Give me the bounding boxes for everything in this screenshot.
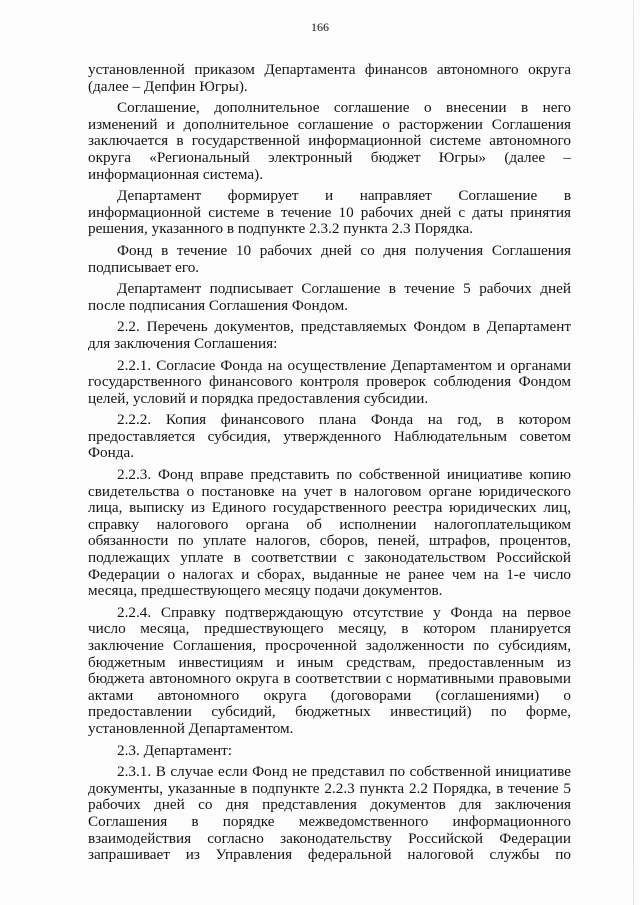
paragraph-2-2-2: 2.2.2. Копия финансового плана Фонда на год, в котором предоставляется субсидия, утвержденного Наблюдательным советом Фонда. — [88, 411, 571, 462]
paragraph-continuation: установленной приказом Департамента финансов автономного округа (далее – Депфин Югры). — [88, 61, 571, 95]
paragraph-2-3-1: 2.3.1. В случае если Фонд не представил по собственной инициативе документы, указанные в подпункте 2.2.3 пункта 2.2 Порядка, в течение 5 рабочих дней со дня представления документов для заключения Соглашения в порядке межведомственного информационного взаимодействия согласно законодательству Российской Федерации запрашивает из Управления федеральной налоговой службы по — [88, 763, 571, 864]
paragraph-2-2-1: 2.2.1. Согласие Фонда на осуществление Департаментом и органами государственного финансового контроля проверок соблюдения Фондом целей, условий и порядка предоставления субсидии. — [88, 356, 571, 407]
paragraph-2-3: 2.3. Департамент: — [117, 741, 233, 759]
document-body — [88, 62, 571, 869]
page-number: 166 — [311, 20, 329, 34]
paragraph-2-2: 2.2. Перечень документов, представляемых Фондом в Департамент для заключения Соглашения: — [88, 318, 571, 352]
paragraph-fund-signs: Фонд в течение 10 рабочих дней со дня получения Соглашения подписывает его. — [88, 241, 571, 276]
paragraph-2-2-3: 2.2.3. Фонд вправе представить по собственной инициативе копию свидетельства о постановке на учет в налоговом органе юридического лица, выписку из Единого государственного реестра юридических лиц, справку налогового органа об исполнении налогоплательщиком обязанности по уплате налогов, сборов, пеней, штрафов, процентов, подлежащих уплате в соответствии с законодательством Российской Федерации о налогах и сборах, выданные не ранее чем на 1-е число месяца, предшествующего месяцу подачи документов. — [88, 466, 571, 600]
paragraph-department-signs: Департамент подписывает Соглашение в течение 5 рабочих дней после подписания Соглашения Фондом. — [88, 280, 571, 314]
paragraph-department-forms: Департамент формирует и направляет Соглашение в информационной системе в течение 10 рабочих дней с даты принятия решения, указанного в подпункте 2.3.2 пункта 2.3 Порядка. — [88, 187, 571, 238]
paragraph-agreement: Соглашение, дополнительное соглашение о внесении в него изменений и дополнительное соглашение о расторжении Соглашения заключается в государственной информационной системе автономного округа «Региональный электронный бюджет Югры» (далее – информационная система). — [88, 99, 571, 183]
paragraph-2-2-4: 2.2.4. Справку подтверждающую отсутствие у Фонда на первое число месяца, предшествующего месяцу, в котором планируется заключение Соглашения, просроченной задолженности по субсидиям, бюджетным инвестициям и иным средствам, предоставленным из бюджета автономного округа в соответствии с нормативными правовыми актами автономного округа (договорами (соглашениями) о предоставлении субсидий, бюджетных инвестиций) по форме, установленной Департаментом. — [88, 603, 571, 737]
scan-edge — [633, 0, 634, 905]
